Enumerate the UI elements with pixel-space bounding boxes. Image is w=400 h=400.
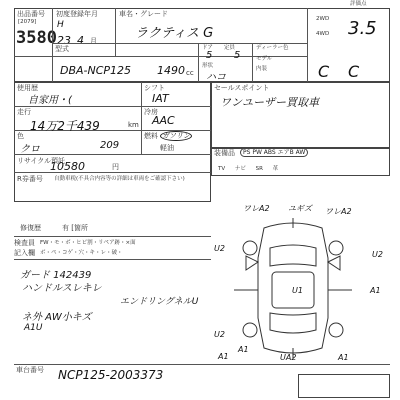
sales-point-label: セールスポイント [214, 84, 270, 92]
interior-grade: C [348, 62, 360, 81]
aircon-value: AAC [152, 114, 175, 127]
cc-unit: cc [186, 69, 194, 77]
recycle-unit: 円 [112, 163, 119, 171]
seats-value: 5 [234, 50, 241, 61]
type-label: 型式 [55, 45, 69, 53]
shift-value: IAT [152, 92, 169, 105]
model-label: 車名・グレード [119, 10, 168, 18]
aircon-label: 冷房 [144, 108, 158, 116]
model-name: ラクティス G [135, 26, 214, 41]
diag-u2-left: U2 [214, 244, 225, 253]
vin-label: 車台番号 [16, 366, 44, 374]
repair-label: 修復歴 [20, 224, 41, 232]
footer-legend-box [298, 374, 390, 398]
record-items: ボ・ペ・コゲ・穴・キ・レ・破・ [40, 250, 123, 256]
note-line-2: ハンドルスレキレ [22, 283, 102, 294]
doors-value: 5 [206, 50, 213, 61]
cc-value: 1490 [157, 64, 185, 77]
mileage-unit: km [128, 121, 139, 129]
fuel-label: 燃料 [144, 132, 158, 140]
note-line-4: ネ外 AW小キズ [22, 312, 92, 323]
color-value: クロ [20, 144, 40, 155]
sales-point-text: ワンユーザー買取車 [220, 96, 319, 109]
shift-label: シフト [144, 84, 165, 92]
diag-top-right: ワレA2 [325, 207, 352, 216]
diag-u1-mid: U1 [292, 286, 303, 295]
reg-label: 初度登録年月 [56, 10, 98, 18]
type-value: DBA-NCP125 [60, 64, 132, 77]
tax-label: R券番号 [17, 175, 43, 183]
tax-note: 自動車税(不具合内容等の詳細は車両をご確認下さい) [54, 176, 185, 182]
repair-value: 有 [箇所 [62, 224, 88, 232]
record-label: 記入欄 [14, 249, 35, 257]
drive-4wd: 4WD [316, 31, 330, 37]
diag-a1-bottom-right: A1 [338, 353, 349, 362]
interior-label: 内装 [256, 66, 268, 72]
mileage-value: 14万2千439 [30, 119, 100, 133]
doors-label: ドア [202, 45, 213, 51]
diag-ua2-bottom: UA2 [280, 353, 297, 362]
diag-a1-left: A1 [238, 345, 249, 354]
note-line-3: エンドリングネルU [120, 297, 199, 307]
fuel-alt: 軽油 [160, 144, 174, 152]
score-value: 3.5 [348, 18, 377, 39]
model-no-label: モデル [256, 56, 273, 62]
note-line-1: ガード 142439 [20, 270, 92, 281]
body-label: 形状 [202, 63, 214, 69]
diag-a1-bottom-left: A1 [218, 352, 229, 361]
lot-number: 3580 [16, 28, 57, 48]
dealer-color-label: ディーラー色 [256, 45, 289, 51]
lot-label: 出品番号 [17, 10, 45, 18]
seats-label: 定員 [224, 45, 236, 51]
equipment-row2: TV ナビ SR 革 [218, 166, 279, 172]
reg-era: H [57, 20, 64, 30]
reg-year: 23 [57, 34, 71, 47]
vin-value: NCP125-2003373 [58, 368, 164, 382]
drive-2wd: 2WD [316, 16, 330, 22]
diag-a1-right: A1 [370, 286, 381, 295]
inspection-items: FW・モ・ボ・ヒビ割・リペア跡・×面 [40, 240, 136, 246]
reg-month-unit: 月 [90, 37, 97, 45]
diag-top-mid: ユギズ [288, 204, 312, 213]
lot-sub: [2079] [18, 19, 37, 25]
equipment-row1: PS PW ABS エアB AW [240, 149, 308, 156]
body-value: ハコ [206, 72, 226, 83]
reg-month: 4 [77, 34, 84, 47]
diag-u2-right: U2 [372, 250, 383, 259]
recycle-label: リサイクル預託 [17, 157, 66, 165]
fuel-value: ガソリン [162, 132, 190, 140]
mileage-label: 走行 [17, 108, 31, 116]
history-value: 自家用・( [28, 95, 72, 106]
inspection-label: 検査員 [14, 239, 35, 247]
recycle-value: 10580 [50, 160, 85, 173]
note-line-5: A1U [24, 323, 43, 333]
history-label: 使用歴 [17, 84, 38, 92]
exterior-grade: C [318, 62, 330, 81]
score-label: 評価点 [350, 1, 367, 7]
diag-u2-low: U2 [214, 330, 225, 339]
color-code: 209 [100, 140, 120, 151]
color-label: 色 [17, 132, 24, 140]
equipment-label: 装備品 [214, 149, 235, 157]
diag-top-left: ワレA2 [243, 204, 270, 213]
